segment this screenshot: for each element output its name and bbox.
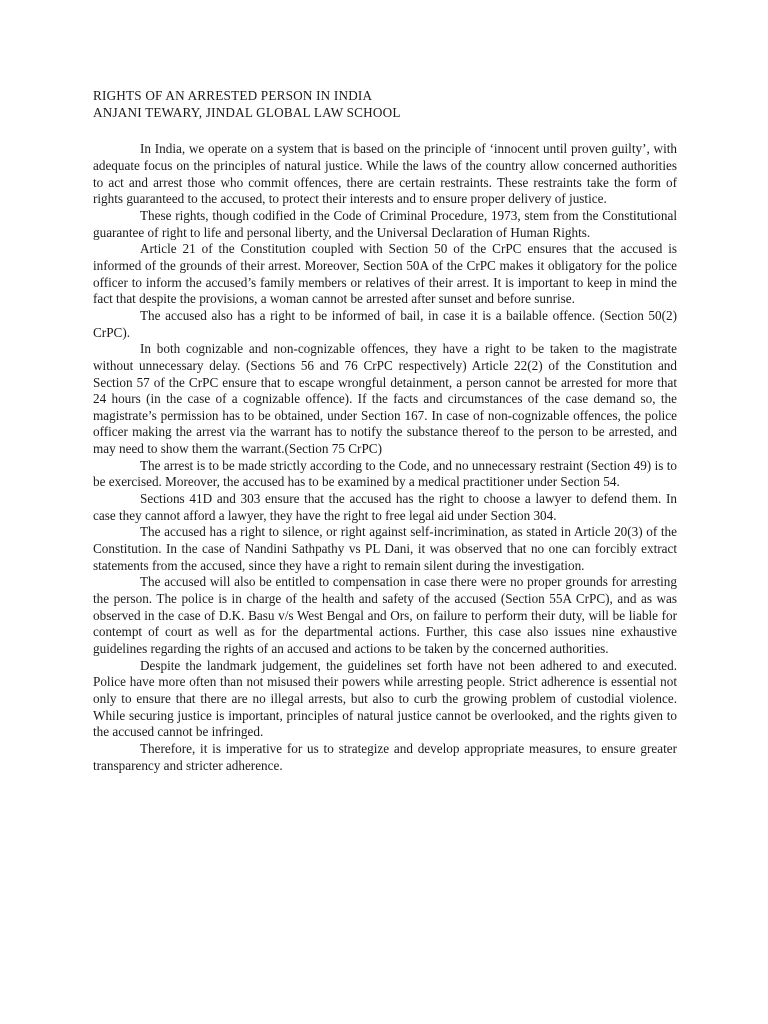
paragraph: The arrest is to be made strictly according to the Code, and no unnecessary restraint (Section 49) is to be exercised. Moreover, the accused has to be examined by a medical practitioner under Section 54. (93, 457, 677, 490)
paragraph: In India, we operate on a system that is based on the principle of ‘innocent until proven guilty’, with adequate focus on the principles of natural justice. While the laws of the country allow concerned authorities to act and arrest those who commit offences, there are certain restraints. These restraints take the form of rights guaranteed to the accused, to protect their interests and to ensure proper delivery of justice. (93, 141, 677, 207)
paragraph: Despite the landmark judgement, the guidelines set forth have not been adhered to and executed. Police have more often than not misused their powers while arresting people. Strict adherence is essential not only to ensure that there are no illegal arrests, but also to curb the growing problem of custodial violence. While securing justice is important, principles of natural justice cannot be overlooked, and the rights given to the accused cannot be infringed. (93, 657, 677, 740)
document-title: RIGHTS OF AN ARRESTED PERSON IN INDIA (93, 88, 373, 103)
document-author: ANJANI TEWARY, JINDAL GLOBAL LAW SCHOOL (93, 104, 401, 120)
paragraph: Article 21 of the Constitution coupled with Section 50 of the CrPC ensures that the accused is informed of the grounds of their arrest. Moreover, Section 50A of the CrPC makes it obligatory for the police officer to inform the accused’s family members or relatives of their arrest. It is important to keep in mind the fact that despite the provisions, a woman cannot be arrested after sunset and before sunrise. (93, 241, 677, 307)
document-header (93, 88, 677, 121)
paragraph: Therefore, it is imperative for us to strategize and develop appropriate measures, to ensure greater transparency and stricter adherence. (93, 740, 677, 773)
document-page (93, 88, 677, 774)
paragraph: Sections 41D and 303 ensure that the accused has the right to choose a lawyer to defend them. In case they cannot afford a lawyer, they have the right to free legal aid under Section 304. (93, 491, 677, 523)
paragraph: These rights, though codified in the Code of Criminal Procedure, 1973, stem from the Constitutional guarantee of right to life and personal liberty, and the Universal Declaration of Human Rights. (93, 207, 677, 240)
paragraph: The accused has a right to silence, or right against self-incrimination, as stated in Article 20(3) of the Constitution. In the case of Nandini Sathpathy vs PL Dani, it was observed that no one can forcibly extract statements from the accused, since they have a right to remain silent during the investigation. (93, 524, 677, 573)
paragraph: In both cognizable and non-cognizable offences, they have a right to be taken to the magistrate without unnecessary delay. (Sections 56 and 76 CrPC respectively) Article 22(2) of the Constitution and Section 57 of the CrPC ensure that to escape wrongful detainment, a person cannot be arrested for more that 24 hours (in the case of a cognizable offence). If the facts and circumstances of the case demand so, the magistrate’s permission has to be obtained, under Section 167. In case of non-cognizable offences, the police officer making the arrest via the warrant has to notify the substance thereof to the person to be arrested, and may need to show them the warrant.(Section 75 CrPC) (93, 341, 677, 457)
paragraph: The accused will also be entitled to compensation in case there were no proper grounds for arresting the person. The police is in charge of the health and safety of the accused (Section 55A CrPC), and as was observed in the case of D.K. Basu v/s West Bengal and Ors, on failure to perform their duty, will be liable for contempt of court as well as for the departmental actions. Further, this case also issues nine exhaustive guidelines regarding the rights of an accused and actions to be taken by the concerned authorities. (93, 574, 677, 656)
document-body (93, 141, 677, 774)
paragraph: The accused also has a right to be informed of bail, in case it is a bailable offence. (Section 50(2) CrPC). (93, 307, 677, 340)
